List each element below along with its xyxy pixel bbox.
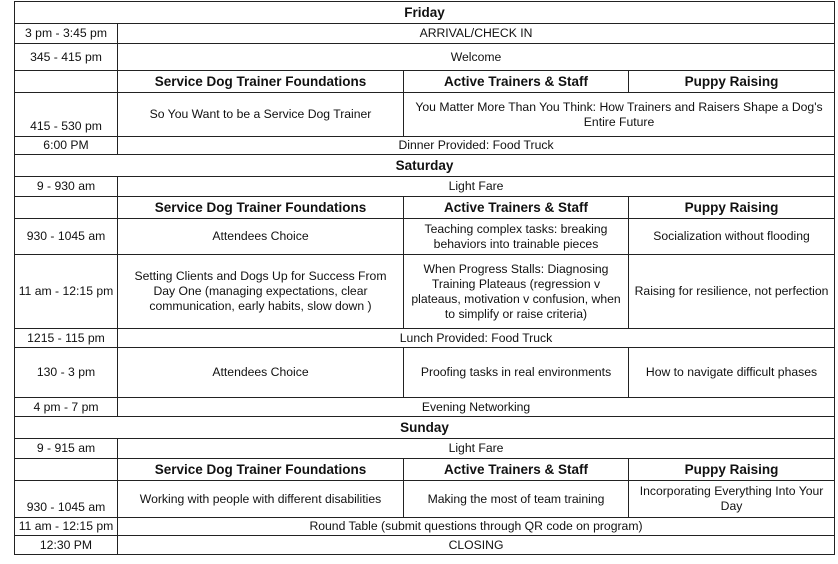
session-cell: Making the most of team training — [404, 481, 629, 518]
table-row — [15, 177, 835, 197]
table-row — [15, 44, 835, 71]
session-cell: Evening Networking — [118, 398, 835, 417]
table-row — [15, 255, 835, 329]
session-cell: Teaching complex tasks: breaking behaviors into trainable pieces — [404, 219, 629, 255]
track-header: Active Trainers & Staff — [404, 71, 629, 93]
empty-cell — [15, 197, 118, 219]
time-cell: 9 - 930 am — [15, 177, 118, 197]
session-cell: CLOSING — [118, 536, 835, 555]
track-header: Puppy Raising — [629, 459, 835, 481]
table-row — [15, 137, 835, 155]
session-cell: Setting Clients and Dogs Up for Success From Day One (managing expectations, clear communication, early habits, slow down ) — [118, 255, 404, 329]
session-cell: Attendees Choice — [118, 348, 404, 398]
track-header: Puppy Raising — [629, 71, 835, 93]
time-cell: 11 am - 12:15 pm — [15, 255, 118, 329]
empty-cell — [15, 71, 118, 93]
session-cell: Welcome — [118, 44, 835, 71]
time-cell: 6:00 PM — [15, 137, 118, 155]
track-header: Service Dog Trainer Foundations — [118, 197, 404, 219]
session-cell: Dinner Provided: Food Truck — [118, 137, 835, 155]
day-title: Saturday — [15, 155, 835, 177]
time-cell: 930 - 1045 am — [15, 481, 118, 518]
track-header: Active Trainers & Staff — [404, 459, 629, 481]
session-cell: Round Table (submit questions through QR code on program) — [118, 518, 835, 536]
table-row — [15, 481, 835, 518]
table-row — [15, 329, 835, 348]
session-cell: Working with people with different disabilities — [118, 481, 404, 518]
time-cell: 345 - 415 pm — [15, 44, 118, 71]
session-cell: Proofing tasks in real environments — [404, 348, 629, 398]
table-row — [15, 439, 835, 459]
day-row-saturday — [15, 155, 835, 177]
session-cell: How to navigate difficult phases — [629, 348, 835, 398]
table-row — [15, 24, 835, 44]
time-cell: 1215 - 115 pm — [15, 329, 118, 348]
session-cell: Lunch Provided: Food Truck — [118, 329, 835, 348]
session-cell: ARRIVAL/CHECK IN — [118, 24, 835, 44]
track-header-row — [15, 197, 835, 219]
time-cell: 9 - 915 am — [15, 439, 118, 459]
session-cell: Attendees Choice — [118, 219, 404, 255]
day-row-friday — [15, 2, 835, 24]
track-header: Puppy Raising — [629, 197, 835, 219]
session-cell: Incorporating Everything Into Your Day — [629, 481, 835, 518]
table-row — [15, 398, 835, 417]
table-row — [15, 536, 835, 555]
empty-cell — [15, 459, 118, 481]
day-title: Sunday — [15, 417, 835, 439]
time-cell: 930 - 1045 am — [15, 219, 118, 255]
table-row — [15, 219, 835, 255]
day-row-sunday — [15, 417, 835, 439]
track-header: Service Dog Trainer Foundations — [118, 71, 404, 93]
session-cell: Raising for resilience, not perfection — [629, 255, 835, 329]
track-header-row — [15, 71, 835, 93]
day-title: Friday — [15, 2, 835, 24]
schedule-table — [14, 1, 835, 555]
time-cell: 3 pm - 3:45 pm — [15, 24, 118, 44]
time-cell: 415 - 530 pm — [15, 93, 118, 137]
track-header: Active Trainers & Staff — [404, 197, 629, 219]
session-cell: When Progress Stalls: Diagnosing Training Plateaus (regression v plateaus, motivation v confusion, when to simplify or raise criteria) — [404, 255, 629, 329]
table-row — [15, 518, 835, 536]
session-cell: So You Want to be a Service Dog Trainer — [118, 93, 404, 137]
session-cell: You Matter More Than You Think: How Trainers and Raisers Shape a Dog's Entire Future — [404, 93, 835, 137]
time-cell: 11 am - 12:15 pm — [15, 518, 118, 536]
table-row — [15, 93, 835, 137]
time-cell: 12:30 PM — [15, 536, 118, 555]
track-header-row — [15, 459, 835, 481]
table-row — [15, 348, 835, 398]
time-cell: 4 pm - 7 pm — [15, 398, 118, 417]
session-cell: Light Fare — [118, 177, 835, 197]
track-header: Service Dog Trainer Foundations — [118, 459, 404, 481]
session-cell: Socialization without flooding — [629, 219, 835, 255]
session-cell: Light Fare — [118, 439, 835, 459]
time-cell: 130 - 3 pm — [15, 348, 118, 398]
